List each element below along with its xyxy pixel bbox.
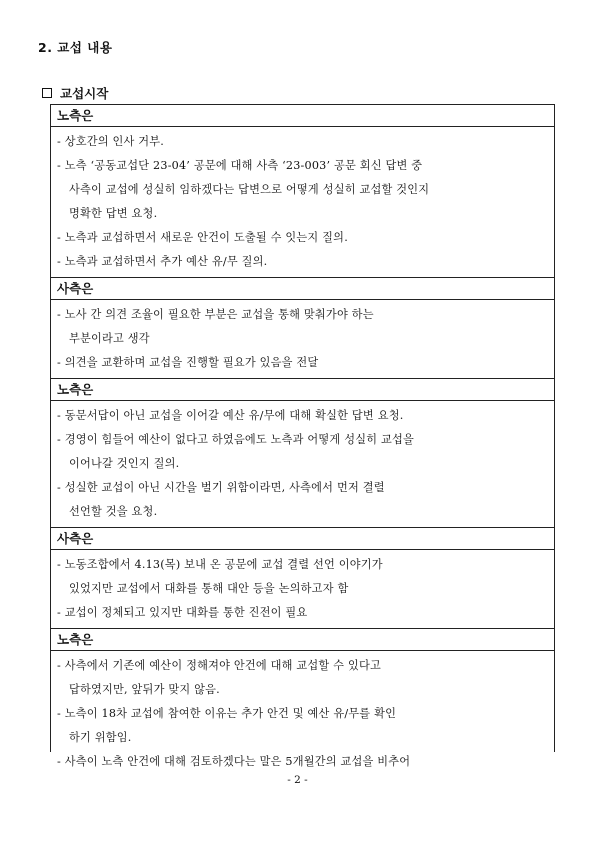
statement-item: - 노동조합에서 4.13(목) 보내 온 공문에 교섭 결렬 선언 이야기가 — [57, 558, 383, 571]
statement-item: - 성실한 교섭이 아닌 시간을 벌기 위함이라면, 사측에서 먼저 결렬 — [57, 481, 385, 494]
statement-continuation: 답하였지만, 앞뒤가 맞지 않음. — [69, 683, 220, 696]
statement-continuation: 명확한 답변 요청. — [69, 207, 158, 220]
subsection-heading — [42, 84, 108, 102]
speaker-statements — [51, 127, 554, 278]
statement-item: - 노사 간 의견 조율이 필요한 부분은 교섭을 통해 맞춰가야 하는 — [57, 308, 374, 321]
speaker-statements — [51, 300, 554, 379]
statement-item: - 노측 ‘공동교섭단 23-04’ 공문에 대해 사측 ‘23-003’ 공문 회신 답변 중 — [57, 159, 423, 172]
speaker-header: 노측은 — [51, 379, 554, 401]
statement-item: - 노측과 교섭하면서 새로운 안건이 도출될 수 잇는지 질의. — [57, 231, 348, 244]
checkbox-icon — [42, 88, 52, 98]
statement-item: - 경영이 힘들어 예산이 없다고 하였음에도 노측과 어떻게 성실히 교섭을 — [57, 433, 414, 446]
speaker-header: 사측은 — [51, 528, 554, 550]
minutes-table — [50, 104, 555, 768]
statement-continuation: 있었지만 교섭에서 대화를 통해 대안 등을 논의하고자 함 — [69, 582, 349, 595]
statement-item: - 상호간의 인사 거부. — [57, 135, 165, 148]
speaker-statements — [51, 550, 554, 629]
statement-continuation: 부분이라고 생각 — [69, 332, 150, 345]
statement-continuation: 사측이 교섭에 성실히 임하겠다는 답변으로 어떻게 성실히 교섭할 것인지 — [69, 183, 430, 196]
speaker-header: 노측은 — [51, 105, 554, 127]
statement-item: - 노측이 18차 교섭에 참여한 이유는 추가 안건 및 예산 유/무를 확인 — [57, 707, 397, 720]
statement-item: - 노측과 교섭하면서 추가 예산 유/무 질의. — [57, 255, 268, 268]
speaker-statements — [51, 651, 554, 777]
subsection-title: 교섭시작 — [60, 86, 109, 101]
statement-continuation: 선언할 것을 요청. — [69, 505, 158, 518]
statement-item: - 사측이 노측 안건에 대해 검토하겠다는 말은 5개월간의 교섭을 비추어 — [57, 755, 411, 768]
speaker-header: 사측은 — [51, 278, 554, 300]
page-number: - 2 - — [287, 774, 308, 786]
speaker-header: 노측은 — [51, 629, 554, 651]
speaker-statements — [51, 401, 554, 528]
statement-item: - 의견을 교환하며 교섭을 진행할 필요가 있음을 전달 — [57, 356, 319, 369]
section-heading: 2. 교섭 내용 — [38, 40, 113, 55]
statement-continuation: 하기 위함임. — [69, 731, 132, 744]
statement-item: - 동문서답이 아닌 교섭을 이어갈 예산 유/무에 대해 확실한 답변 요청. — [57, 409, 404, 422]
statement-continuation: 이어나갈 것인지 질의. — [69, 457, 180, 470]
statement-item: - 교섭이 정체되고 있지만 대화를 통한 진전이 필요 — [57, 606, 308, 619]
statement-item: - 사측에서 기존에 예산이 정해져야 안건에 대해 교섭할 수 있다고 — [57, 659, 381, 672]
